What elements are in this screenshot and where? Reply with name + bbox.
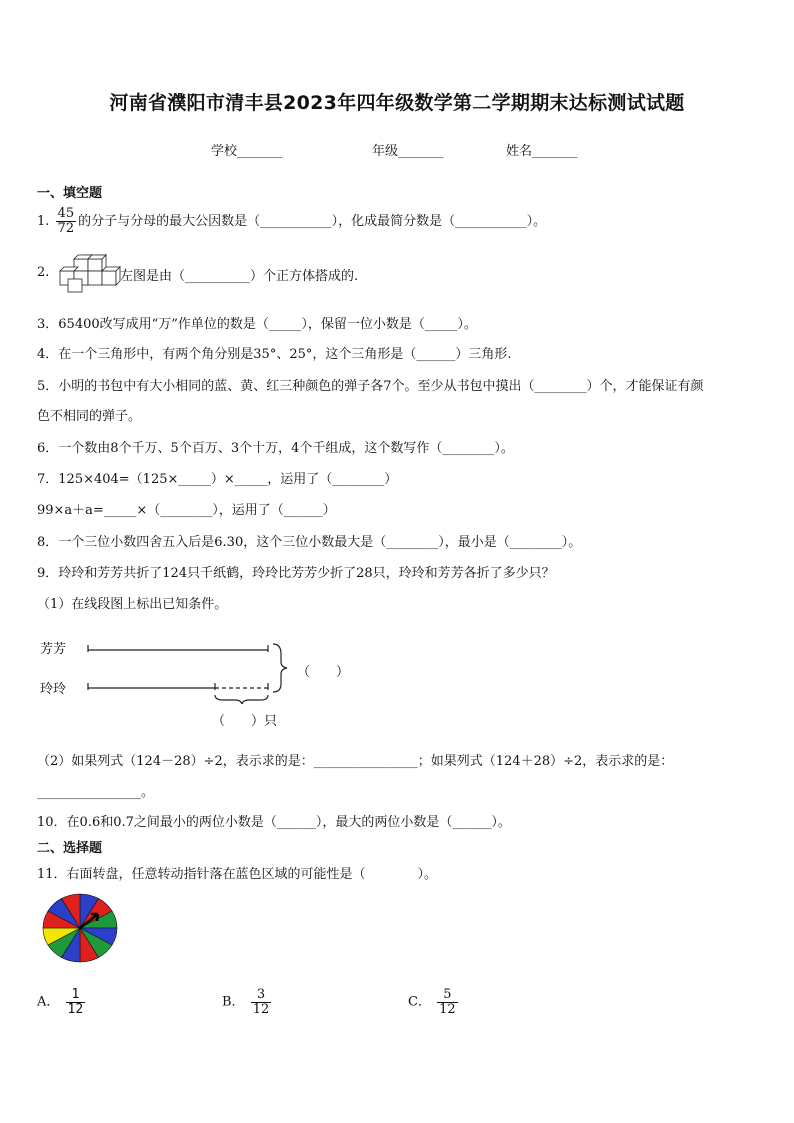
q1-text: 的分子与分母的最大公因数是（___________），化成最简分数是（___________）。 bbox=[78, 214, 547, 229]
option-a-label: A． bbox=[37, 994, 60, 1010]
question-1 bbox=[37, 204, 546, 240]
segment-diagram bbox=[85, 640, 315, 720]
option-c-numerator: 5 bbox=[443, 987, 452, 1002]
q1-fraction bbox=[56, 207, 77, 235]
grade-field: 年级_______ bbox=[372, 144, 444, 159]
q2-text: 左图是由（__________）个正方体搭成的. bbox=[120, 269, 359, 284]
option-a-numerator: 1 bbox=[71, 987, 80, 1002]
question-6: 6．一个数由8个千万、5个百万、3个十万，4个千组成，这个数写作（________）。 bbox=[37, 441, 514, 456]
option-b[interactable] bbox=[222, 988, 273, 1016]
option-c-fraction bbox=[437, 988, 458, 1016]
option-c-denominator: 12 bbox=[439, 1001, 456, 1017]
page-title: 河南省濮阳市清丰县2023年四年级数学第二学期期末达标测试试题 bbox=[109, 92, 685, 114]
option-b-denominator: 12 bbox=[252, 1001, 270, 1017]
bottom-brace-blank: （ ）只 bbox=[212, 714, 278, 729]
q2-number: 2. bbox=[37, 265, 50, 280]
q1-fraction-denominator: 72 bbox=[57, 221, 75, 236]
label-lingling: 玲玲 bbox=[40, 682, 67, 697]
name-field: 姓名_______ bbox=[506, 144, 578, 159]
question-7-line-2: 99×a＋a=_____×（________），运用了（______） bbox=[37, 503, 336, 518]
question-7-line-1: 7．125×404=（125×_____）×_____，运用了（________） bbox=[37, 472, 398, 487]
question-8: 8．一个三位小数四舍五入后是6.30，这个三位小数最大是（________），最小是（________）。 bbox=[37, 535, 582, 550]
label-fangfang: 芳芳 bbox=[40, 642, 67, 657]
question-3: 3．65400改写成用“万”作单位的数是（_____），保留一位小数是（_____）。 bbox=[37, 317, 477, 332]
school-field: 学校_______ bbox=[211, 144, 283, 159]
spinner-wheel bbox=[42, 893, 118, 963]
option-c-label: C． bbox=[408, 994, 431, 1010]
question-9-part-2-line-1: （2）如果列式（124－28）÷2，表示求的是：________________；如果列式（124＋28）÷2，表示求的是： bbox=[37, 754, 674, 769]
question-5-line-1: 5．小明的书包中有大小相同的蓝、黄、红三种颜色的弹子各7个。至少从书包中摸出（________）个，才能保证有颜 bbox=[37, 379, 704, 394]
section-fill-blank: 一、填空题 bbox=[37, 186, 103, 201]
option-b-fraction bbox=[251, 988, 272, 1016]
option-a-fraction bbox=[66, 988, 86, 1016]
question-9-part-2-line-2: ________________。 bbox=[37, 785, 155, 800]
question-9: 9．玲玲和芳芳共折了124只千纸鹤，玲玲比芳芳少折了28只，玲玲和芳芳各折了多少只？ bbox=[37, 566, 555, 581]
question-5-line-2: 色不相同的弹子。 bbox=[37, 409, 142, 424]
question-4: 4．在一个三角形中，有两个角分别是35°、25°，这个三角形是（______）三角形. bbox=[37, 347, 512, 362]
q1-number: 1. bbox=[37, 214, 50, 229]
option-c[interactable] bbox=[408, 988, 460, 1016]
question-9-part-1: （1）在线段图上标出已知条件。 bbox=[37, 597, 228, 612]
question-11: 11．右面转盘，任意转动指针落在蓝色区域的可能性是（ ）。 bbox=[37, 867, 438, 882]
q1-fraction-numerator: 45 bbox=[57, 206, 75, 222]
option-a[interactable] bbox=[37, 988, 87, 1016]
cube-stack-figure bbox=[58, 255, 120, 293]
option-b-numerator: 3 bbox=[256, 987, 266, 1002]
question-10: 10．在0.6和0.7之间最小的两位小数是（______），最大的两位小数是（______）。 bbox=[37, 815, 511, 830]
option-a-denominator: 12 bbox=[67, 1001, 84, 1017]
right-brace-blank: （ ） bbox=[297, 665, 350, 680]
section-multiple-choice: 二、选择题 bbox=[37, 841, 103, 856]
option-b-label: B． bbox=[222, 994, 245, 1010]
